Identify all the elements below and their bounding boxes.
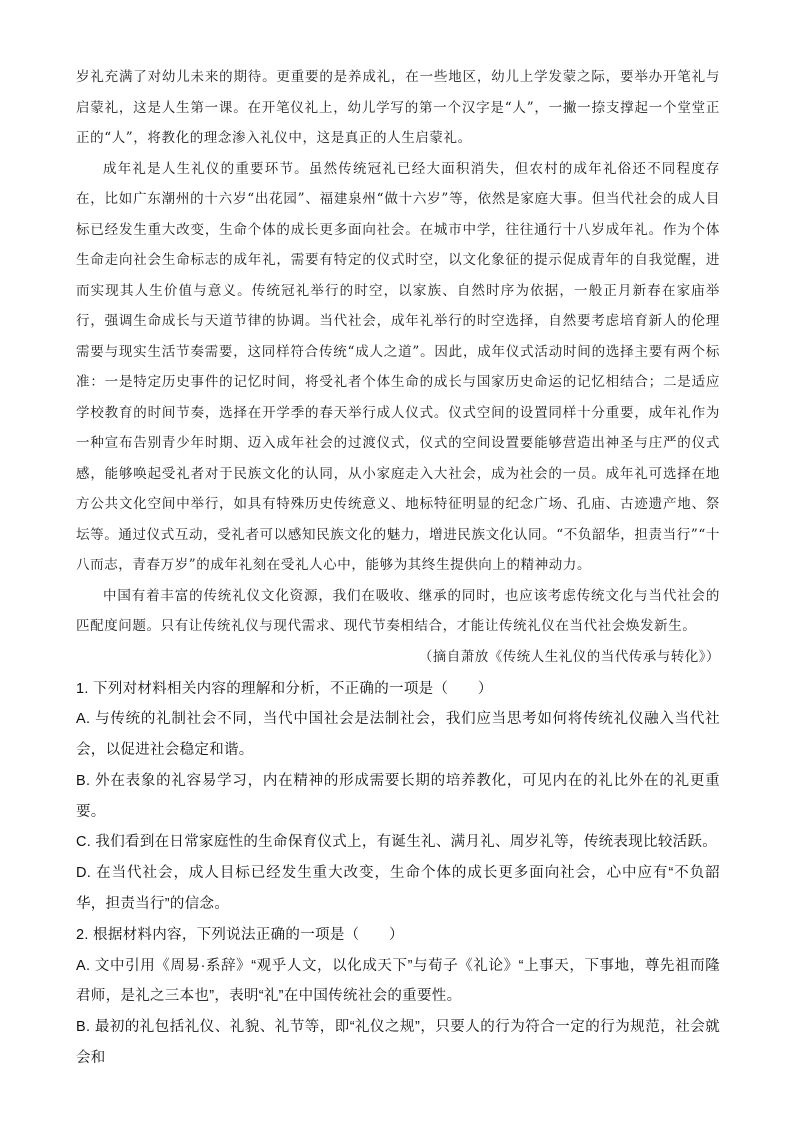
option-b: B. 外在表象的礼容易学习，内在精神的形成需要长期的培养教化，可见内在的礼比外在的礼更重要。 (76, 772, 720, 820)
option-c: C. 我们看到在日常家庭性的生命保育仪式上，有诞生礼、满月礼、周岁礼等，传统表现比较活跃。 (76, 834, 718, 851)
option-a: A. 文中引用《周易·系辞》“观乎人文，以化成天下”与荀子《礼论》“上事天，下事地，尊先祖而隆君师，是礼之三本也”，表明“礼”在中国传统社会的重要性。 (76, 957, 720, 1005)
passage-paragraph: 成年礼是人生礼仪的重要环节。虽然传统冠礼已经大面积消失，但农村的成年礼俗还不同程度存在，比如广东潮州的十六岁“出花园”、福建泉州“做十六岁”等，依然是家庭大事。但当代社会的成人目标已经发生重大改变，生命个体的成长更多面向社会。在城市中学，往往通行十八岁成年礼。作为个体生命走向社会生命标志的成年礼，需要有特定的仪式时空，以文化象征的提示促成青年的自我觉醒，进而实现其人生价值与意义。传统冠礼举行的时空，以家族、自然时序为依据，一般正月新春在家庙举行，强调生命成长与天道节律的协调。当代社会，成年礼举行的时空选择，自然要考虑培育新人的伦理需要与现实生活节奏需要，这同样符合传统“成人之道”。因此，成年仪式活动时间的选择主要有两个标准：一是特定历史事件的记忆时间，将受礼者个体生命的成长与国家历史命运的记忆相结合；二是适应学校教育的时间节奏，选择在开学季的春天举行成人仪式。仪式空间的设置同样十分重要，成年礼作为一种宣布告别青少年时期、迈入成年社会的过渡仪式，仪式的空间设置要能够营造出神圣与庄严的仪式感，能够唤起受礼者对于民族文化的认同，从小家庭走入大社会，成为社会的一员。成年礼可选择在地方公共文化空间中举行，如具有特殊历史传统意义、地标特征明显的纪念广场、孔庙、古迹遗产地、祭坛等。通过仪式互动，受礼者可以感知民族文化的魅力，增进民族文化认同。“不负韶华，担责当行”“十八而志，青春万岁”的成年礼刻在受礼人心中，能够为其终生提供向上的精神动力。 (76, 160, 720, 573)
question-stem: 1. 下列对材料相关内容的理解和分析，不正确的一项是（ ） (76, 680, 493, 697)
question-stem: 2. 根据材料内容，下列说法正确的一项是（ ） (76, 926, 404, 943)
option-d: D. 在当代社会，成人目标已经发生重大改变，生命个体的成长更多面向社会，心中应有“不负韶华，担责当行”的信念。 (76, 865, 720, 913)
option-a: A. 与传统的礼制社会不同，当代中国社会是法制社会，我们应当思考如何将传统礼仪融入当代社会，以促进社会稳定和谐。 (76, 711, 720, 759)
passage-source: （摘自萧放《传统人生礼仪的当代传承与转化》） (418, 648, 720, 665)
question-1 (76, 674, 720, 920)
page-content (76, 62, 720, 1074)
question-2 (76, 920, 720, 1074)
passage-paragraph: 岁礼充满了对幼儿未来的期待。更重要的是养成礼，在一些地区，幼儿上学发蒙之际，要举办开笔礼与启蒙礼，这是人生第一课。在开笔仪礼上，幼儿学写的第一个汉字是“人”，一撇一捺支撑起一个堂堂正正的“人”，将教化的理念渗入礼仪中，这是真正的人生启蒙礼。 (76, 69, 720, 146)
option-b: B. 最初的礼包括礼仪、礼貌、礼节等，即“礼仪之规”，只要人的行为符合一定的行为规范，社会就会和 (76, 1019, 720, 1067)
passage-paragraph: 中国有着丰富的传统礼仪文化资源，我们在吸收、继承的同时，也应该考虑传统文化与当代社会的匹配度问题。只有让传统礼仪与现代需求、现代节奏相结合，才能让传统礼仪在当代社会焕发新生。 (76, 587, 720, 634)
